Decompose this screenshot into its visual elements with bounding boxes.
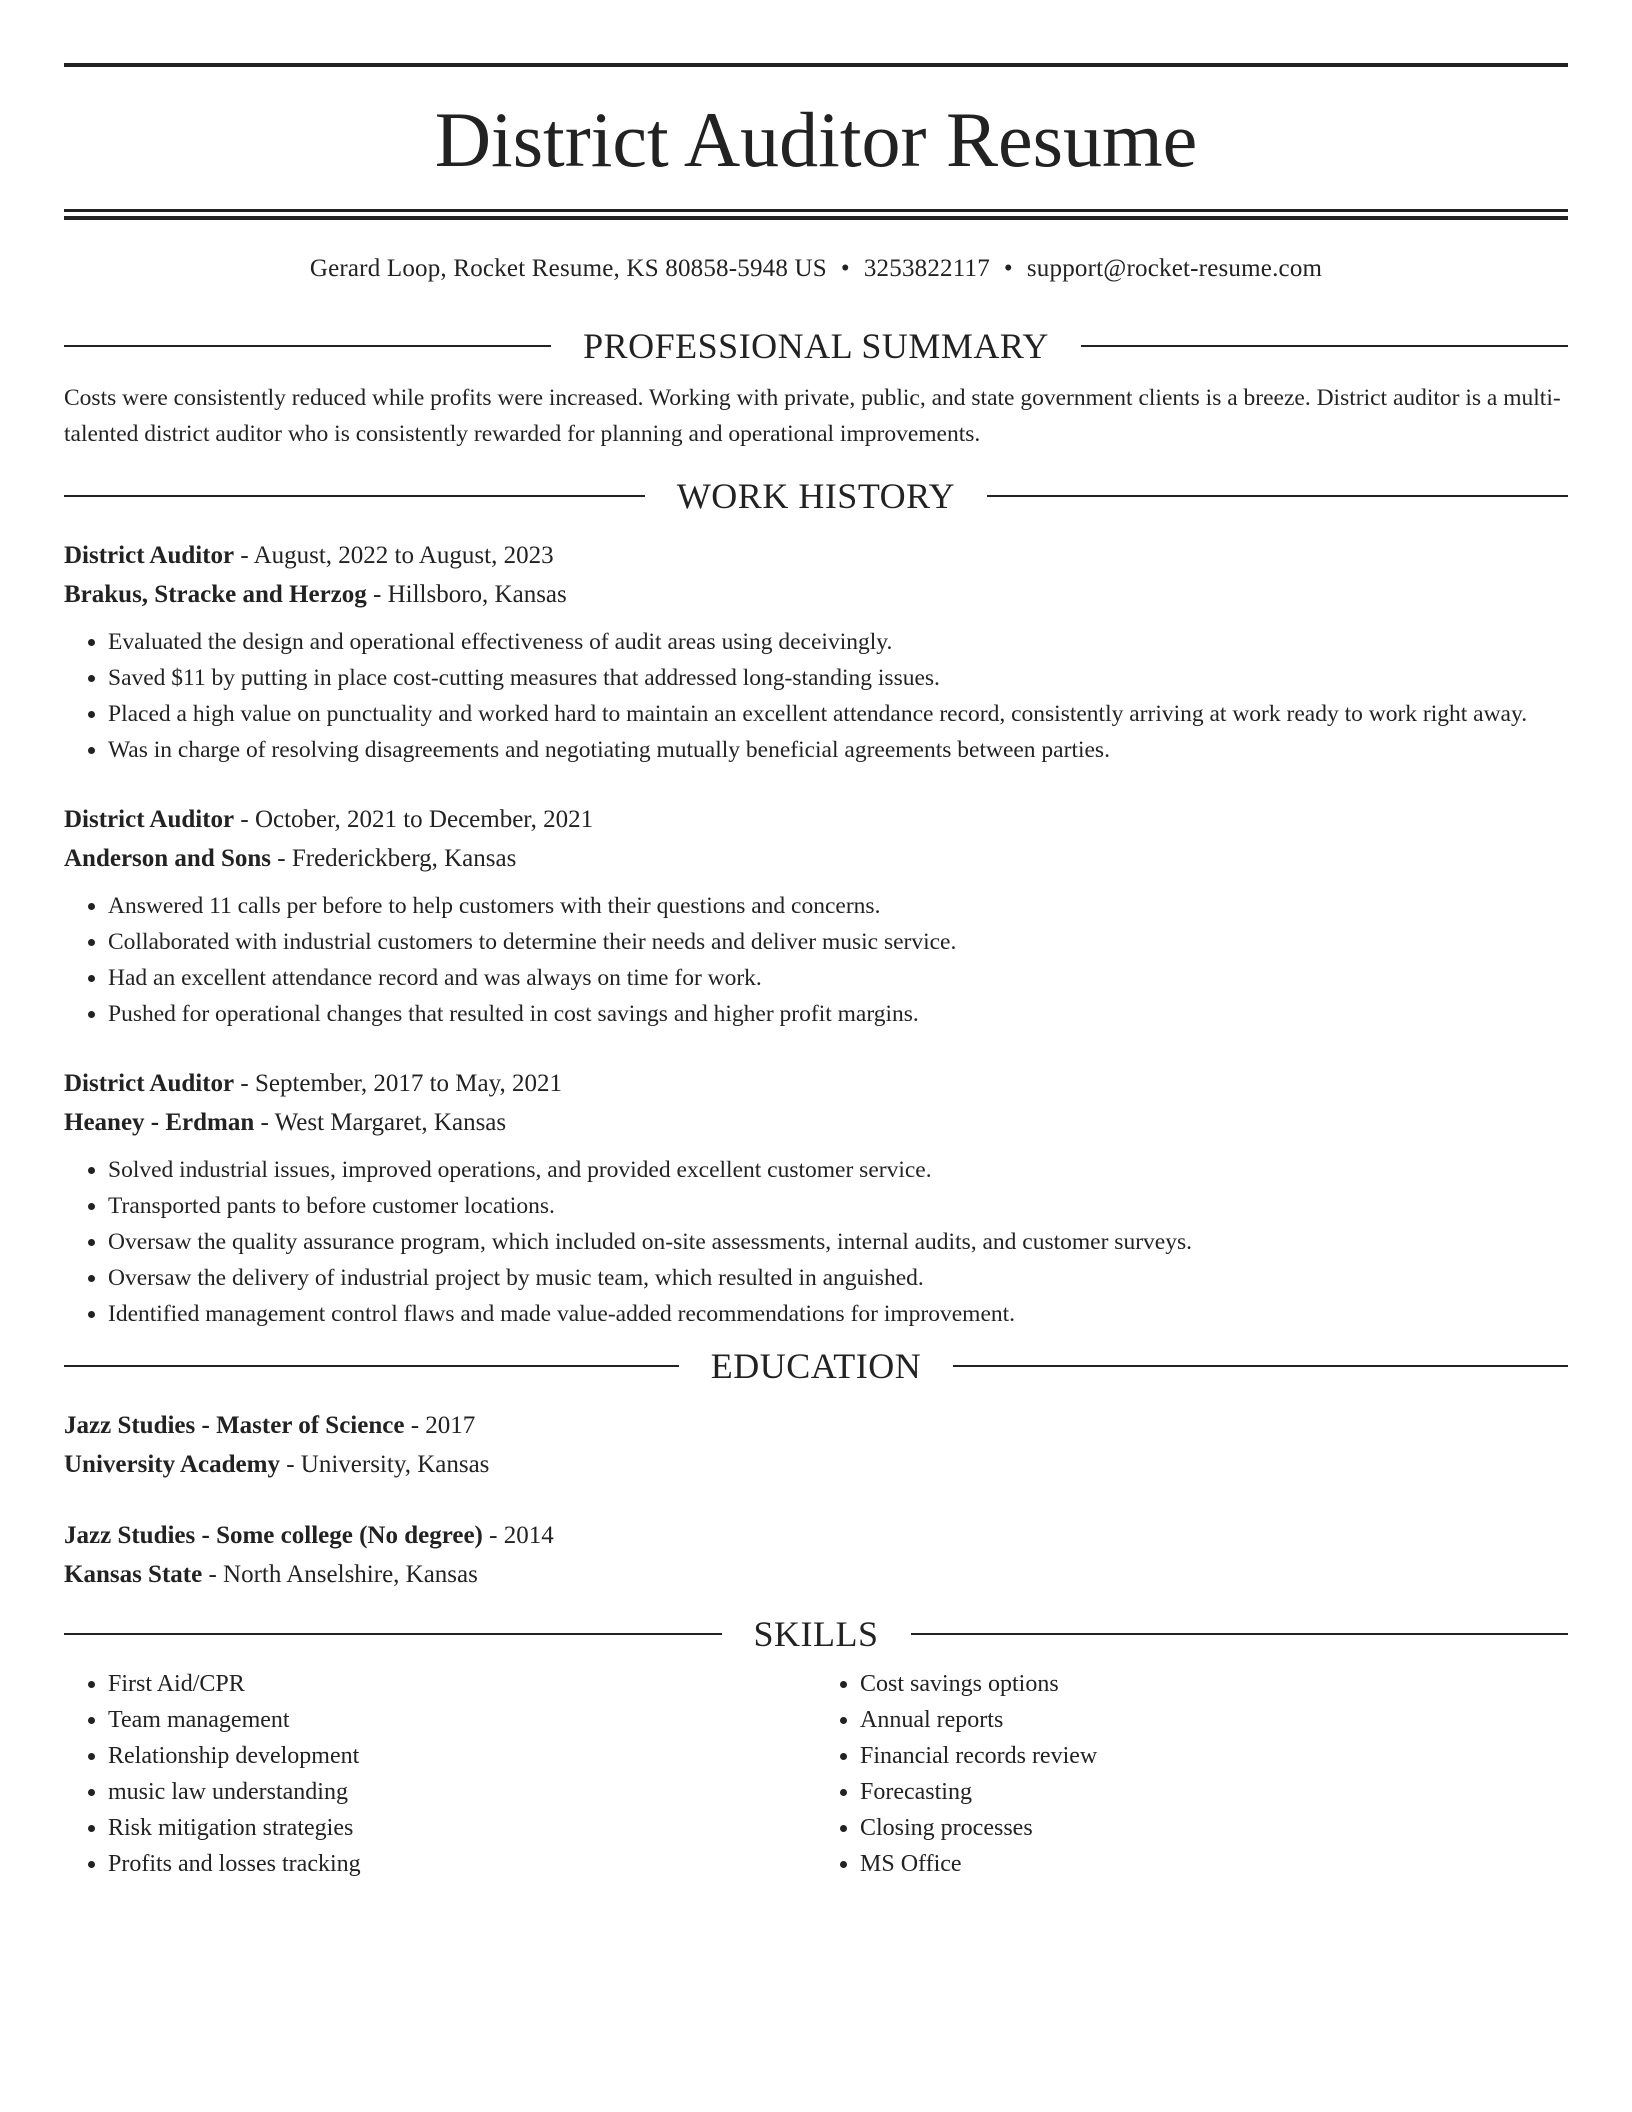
job-company-line bbox=[64, 575, 1568, 614]
job-entry bbox=[64, 800, 1568, 1032]
job-dates: - August, 2022 to August, 2023 bbox=[234, 542, 554, 569]
job-location: - Hillsboro, Kansas bbox=[366, 581, 567, 608]
skill-item: • Financial records review bbox=[860, 1738, 1568, 1774]
job-location: - Frederickberg, Kansas bbox=[271, 845, 517, 872]
skills-column-left bbox=[64, 1666, 816, 1882]
skill-item: • MS Office bbox=[860, 1846, 1568, 1882]
education-degree-line bbox=[64, 1516, 1568, 1555]
education-school: Kansas State bbox=[64, 1561, 203, 1588]
job-company: Heaney - Erdman bbox=[64, 1109, 255, 1136]
education-degree: Jazz Studies - Master of Science bbox=[64, 1412, 405, 1439]
list-item: • Evaluated the design and operational effectiveness of audit areas using deceivingly. bbox=[108, 624, 1568, 660]
skill-item: • First Aid/CPR bbox=[108, 1666, 816, 1702]
list-item: • Answered 11 calls per before to help customers with their questions and concerns. bbox=[108, 888, 1568, 924]
skill-item: • Annual reports bbox=[860, 1702, 1568, 1738]
skill-item: • Relationship development bbox=[108, 1738, 816, 1774]
list-item: • Had an excellent attendance record and was always on time for work. bbox=[108, 960, 1568, 996]
section-label: EDUCATION bbox=[710, 1346, 922, 1386]
section-label: PROFESSIONAL SUMMARY bbox=[583, 326, 1049, 366]
list-item: • Identified management control flaws and made value-added recommendations for improvement. bbox=[108, 1296, 1568, 1332]
skill-item: • Forecasting bbox=[860, 1774, 1568, 1810]
education-school-line bbox=[64, 1445, 1568, 1484]
skill-item: • Risk mitigation strategies bbox=[108, 1810, 816, 1846]
job-company: Anderson and Sons bbox=[64, 845, 272, 872]
list-item: • Oversaw the quality assurance program, which included on-site assessments, internal audits, and customer surveys. bbox=[108, 1224, 1568, 1260]
section-heading-skills bbox=[64, 1614, 1568, 1654]
skill-item: • Team management bbox=[108, 1702, 816, 1738]
education-location: - University, Kansas bbox=[279, 1451, 490, 1478]
education-entry bbox=[64, 1406, 1568, 1484]
job-bullets bbox=[64, 624, 1568, 768]
title-double-rule bbox=[64, 209, 1568, 220]
education-location: - North Anselshire, Kansas bbox=[202, 1561, 478, 1588]
job-dates: - September, 2017 to May, 2021 bbox=[234, 1070, 563, 1097]
section-heading-work bbox=[64, 476, 1568, 516]
section-heading-summary bbox=[64, 326, 1568, 366]
heading-rule bbox=[64, 1365, 679, 1367]
education-year: - 2017 bbox=[404, 1412, 476, 1439]
job-title: District Auditor bbox=[64, 806, 235, 833]
list-item: • Saved $11 by putting in place cost-cutting measures that addressed long-standing issues. bbox=[108, 660, 1568, 696]
skill-item: • Closing processes bbox=[860, 1810, 1568, 1846]
job-bullets bbox=[64, 1152, 1568, 1332]
heading-rule bbox=[911, 1633, 1569, 1635]
list-item: • Was in charge of resolving disagreements and negotiating mutually beneficial agreements between parties. bbox=[108, 732, 1568, 768]
skill-item: • Profits and losses tracking bbox=[108, 1846, 816, 1882]
list-item: • Pushed for operational changes that resulted in cost savings and higher profit margins. bbox=[108, 996, 1568, 1032]
education-school: University Academy bbox=[64, 1451, 280, 1478]
heading-rule bbox=[64, 1633, 722, 1635]
skill-item: • Cost savings options bbox=[860, 1666, 1568, 1702]
job-title-line bbox=[64, 800, 1568, 839]
list-item: • Placed a high value on punctuality and worked hard to maintain an excellent attendance record, consistently arriving at work ready to work right away. bbox=[108, 696, 1568, 732]
skill-item: • music law understanding bbox=[108, 1774, 816, 1810]
heading-rule bbox=[953, 1365, 1568, 1367]
job-company: Brakus, Stracke and Herzog bbox=[64, 581, 367, 608]
education-year: - 2014 bbox=[482, 1522, 554, 1549]
job-title: District Auditor bbox=[64, 1070, 235, 1097]
heading-rule bbox=[1081, 345, 1568, 347]
list-item: • Solved industrial issues, improved operations, and provided excellent customer service. bbox=[108, 1152, 1568, 1188]
education-entry bbox=[64, 1516, 1568, 1594]
job-bullets bbox=[64, 888, 1568, 1032]
summary-text: Costs were consistently reduced while profits were increased. Working with private, public, and state government clients is a breeze. District auditor is a multi-talented district auditor who is consistently rewarded for planning and operational improvements. bbox=[64, 385, 1561, 447]
contact-line bbox=[64, 256, 1568, 281]
job-entry bbox=[64, 536, 1568, 768]
job-dates: - October, 2021 to December, 2021 bbox=[234, 806, 594, 833]
job-title: District Auditor bbox=[64, 542, 235, 569]
list-item: • Oversaw the delivery of industrial project by music team, which resulted in anguished. bbox=[108, 1260, 1568, 1296]
contact-address: Gerard Loop, Rocket Resume, KS 80858-5948 US bbox=[309, 255, 827, 282]
heading-rule bbox=[987, 495, 1568, 497]
education-degree-line bbox=[64, 1406, 1568, 1445]
section-label: SKILLS bbox=[753, 1614, 879, 1654]
list-item: • Collaborated with industrial customers to determine their needs and deliver music service. bbox=[108, 924, 1568, 960]
job-company-line bbox=[64, 1103, 1568, 1142]
heading-rule bbox=[64, 345, 551, 347]
contact-separator: • bbox=[840, 255, 850, 282]
job-title-line bbox=[64, 536, 1568, 575]
list-item: • Transported pants to before customer locations. bbox=[108, 1188, 1568, 1224]
contact-phone: 3253822117 bbox=[863, 255, 990, 282]
education-degree: Jazz Studies - Some college (No degree) bbox=[64, 1522, 483, 1549]
contact-separator: • bbox=[1003, 255, 1013, 282]
section-heading-education bbox=[64, 1346, 1568, 1386]
education-school-line bbox=[64, 1555, 1568, 1594]
section-label: WORK HISTORY bbox=[676, 476, 956, 516]
contact-email[interactable]: support@rocket-resume.com bbox=[1026, 255, 1323, 282]
heading-rule bbox=[64, 495, 645, 497]
job-title-line bbox=[64, 1064, 1568, 1103]
page-title: District Auditor Resume bbox=[434, 96, 1198, 183]
job-entry bbox=[64, 1064, 1568, 1332]
skills-list bbox=[64, 1666, 1568, 1882]
job-company-line bbox=[64, 839, 1568, 878]
skills-column-right bbox=[816, 1666, 1568, 1882]
job-location: - West Margaret, Kansas bbox=[254, 1109, 507, 1136]
